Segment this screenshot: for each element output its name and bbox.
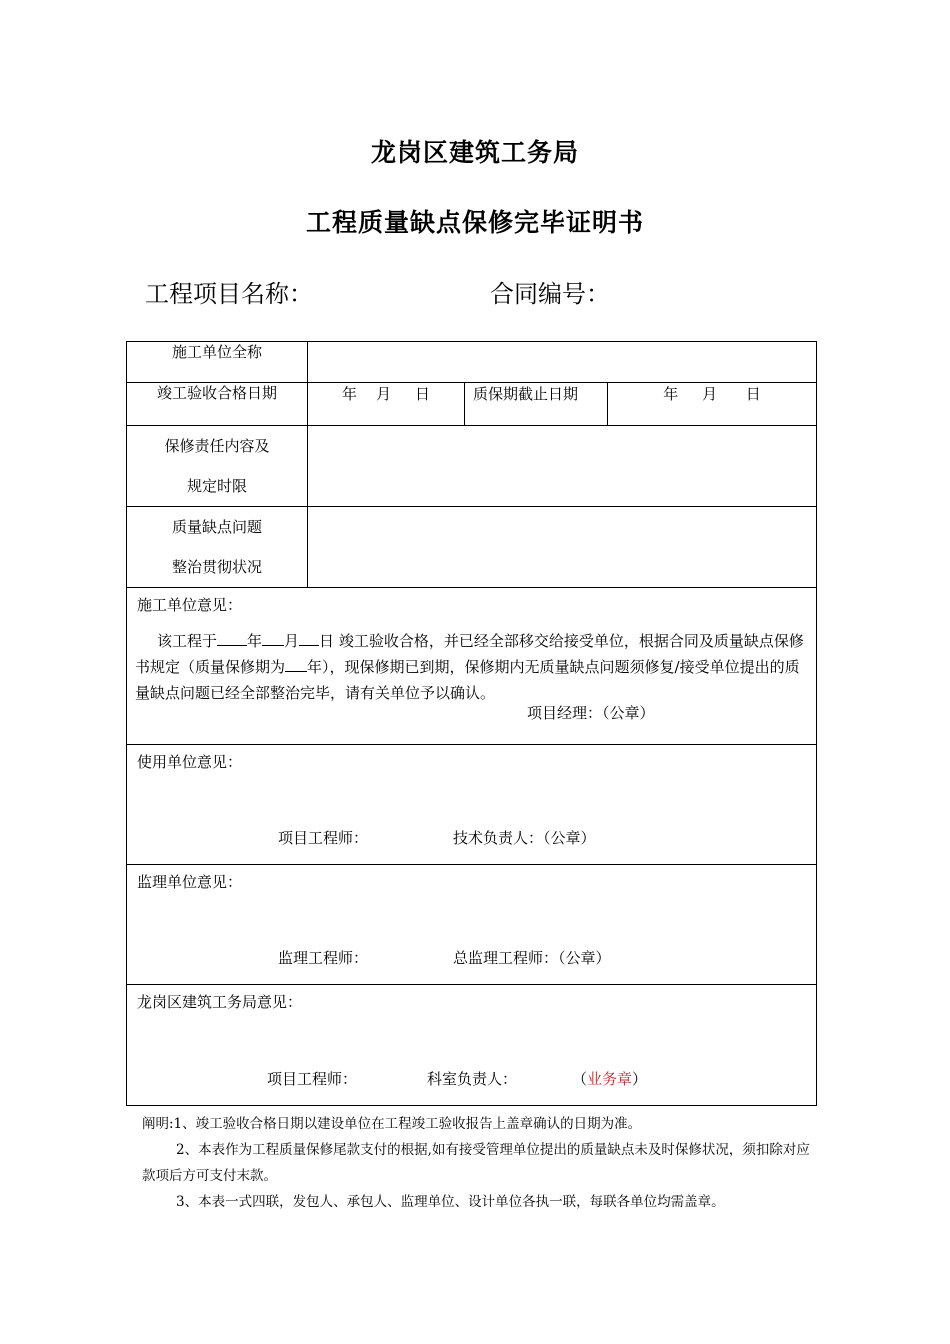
project-engineer-signature: 项目工程师：	[278, 829, 369, 847]
year-unit: 年	[663, 385, 679, 403]
supervising-engineer-signature: 监理工程师：	[278, 949, 369, 967]
warranty-end-label: 质保期截止日期	[465, 383, 608, 426]
month-unit: 月	[376, 385, 392, 403]
warranty-end-field[interactable]	[608, 383, 817, 426]
user-opinion-heading: 使用单位意见：	[137, 753, 243, 771]
note-2: 2、本表作为工程质量保修尾款支付的根据,如有接受管理单位提出的质量缺点未及时保修状况，须扣除对应款项后方可支付末款。	[142, 1142, 810, 1184]
day-unit: 日	[745, 385, 761, 403]
day-unit: 日	[414, 385, 430, 403]
contract-no-label: 合同编号：	[490, 280, 610, 308]
contractor-name-field[interactable]	[308, 342, 817, 383]
notes	[142, 1111, 812, 1215]
warranty-scope-label	[127, 426, 308, 507]
bureau-project-engineer-signature: 项目工程师：	[267, 1070, 358, 1088]
bureau-opinion-section[interactable]	[127, 985, 817, 1106]
contractor-opinion-text: 该工程于 年 月 日 竣工验收合格，并已经全部移交给接受单位，根据合同及质量缺点保修书规定（质量保修期为 年），现保修期已到期，保修期内无质量缺点问题须修复/接受单位提出的质量缺点问题已经全部整治完毕，请有关单位予以确认。	[135, 628, 808, 706]
bureau-opinion-heading: 龙岗区建筑工务局意见：	[137, 993, 303, 1011]
completion-date-label: 竣工验收合格日期	[127, 383, 308, 426]
project-name-label: 工程项目名称：	[145, 280, 313, 308]
business-stamp: （业务章）	[572, 1070, 648, 1088]
warranty-scope-label-line2: 规定时限	[186, 477, 247, 495]
business-stamp-text: 业务章	[587, 1070, 633, 1088]
defect-status-label-line1: 质量缺点问题	[171, 518, 262, 536]
certificate-form	[126, 341, 817, 1106]
org-title: 龙岗区建筑工务局	[370, 138, 579, 167]
completion-date-field[interactable]	[308, 383, 465, 426]
technical-lead-signature: 技术负责人：（公章）	[453, 829, 596, 847]
defect-status-label-line2: 整治贯彻状况	[171, 558, 262, 576]
department-head-signature: 科室负责人：	[427, 1070, 518, 1088]
month-unit: 月	[702, 385, 718, 403]
chief-supervisor-signature: 总监理工程师：（公章）	[453, 949, 611, 967]
warranty-scope-field[interactable]	[308, 426, 817, 507]
warranty-scope-label-line1: 保修责任内容及	[164, 437, 270, 455]
year-unit: 年	[342, 385, 358, 403]
contractor-opinion-heading: 施工单位意见：	[137, 596, 243, 614]
defect-status-label	[127, 507, 308, 588]
note-3: 3、本表一式四联，发包人、承包人、监理单位、设计单位各执一联，每联各单位均需盖章。	[176, 1194, 725, 1210]
note-1: 阐明:1、竣工验收合格日期以建设单位在工程竣工验收报告上盖章确认的日期为准。	[142, 1116, 642, 1132]
contractor-opinion-section[interactable]	[127, 588, 817, 745]
contractor-name-label: 施工单位全称	[127, 342, 308, 383]
project-manager-signature: 项目经理：（公章）	[527, 704, 655, 722]
supervisor-opinion-section[interactable]	[127, 865, 817, 985]
defect-status-field[interactable]	[308, 507, 817, 588]
document-title: 工程质量缺点保修完毕证明书	[305, 208, 644, 237]
supervisor-opinion-heading: 监理单位意见：	[137, 873, 243, 891]
user-opinion-section[interactable]	[127, 745, 817, 865]
